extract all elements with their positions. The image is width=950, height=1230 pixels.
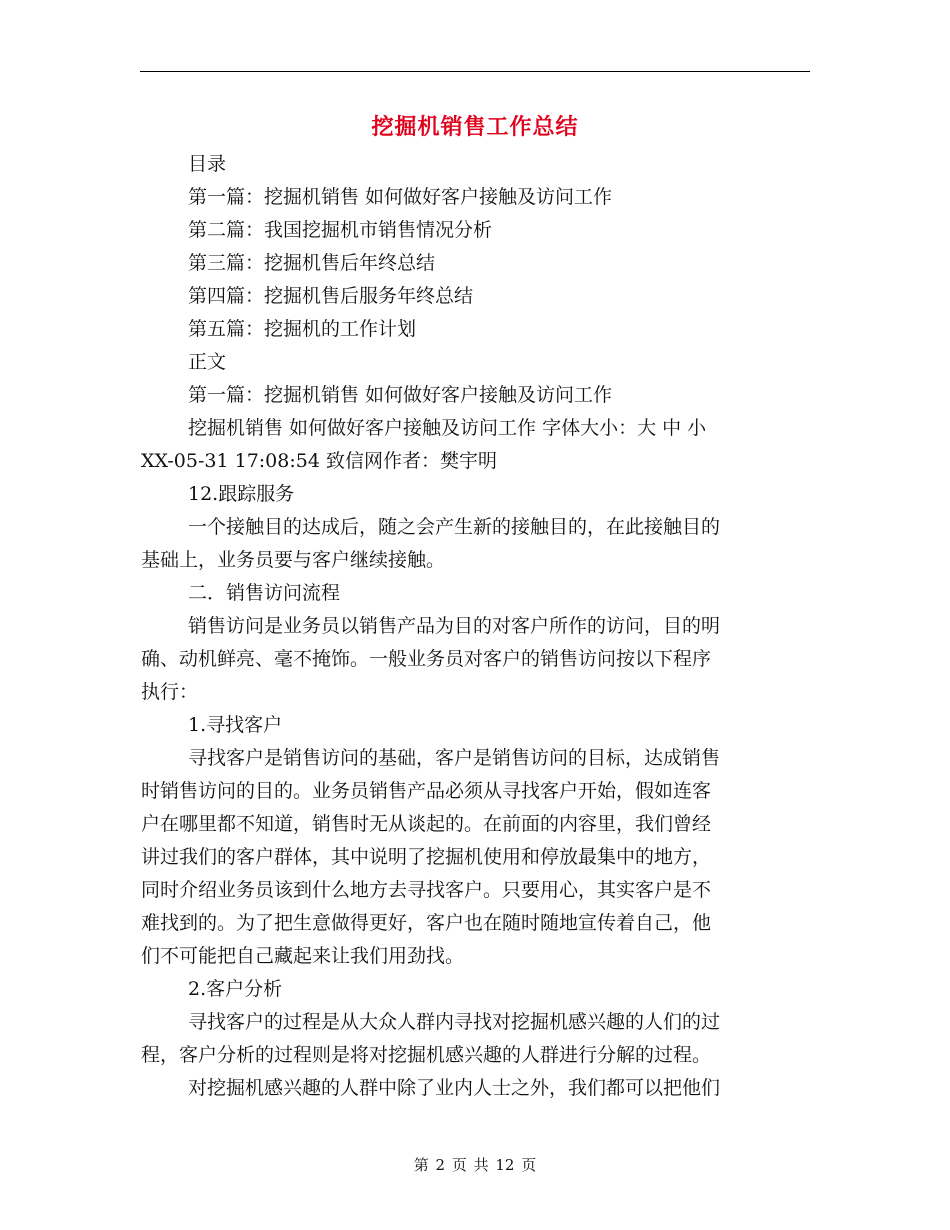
text-line: 第二篇：我国挖掘机市销售情况分析 <box>188 219 493 241</box>
text-line: XX-05-31 17:08:54 致信网作者：樊宇明 <box>141 450 497 472</box>
text-line: 寻找客户的过程是从大众人群内寻找对挖掘机感兴趣的人们的过 <box>188 1011 721 1033</box>
text-line: 第四篇：挖掘机售后服务年终总结 <box>188 285 474 307</box>
text-line: 一个接触目的达成后，随之会产生新的接触目的，在此接触目的 <box>188 516 721 538</box>
text-line: 目录 <box>188 153 227 175</box>
text-line: 执行： <box>141 681 199 703</box>
text-line: 难找到的。为了把生意做得更好，客户也在随时随地宣传着自己，他 <box>141 912 712 934</box>
text-line: 2.客户分析 <box>188 978 283 1000</box>
text-line: 们不可能把自己藏起来让我们用劲找。 <box>141 945 465 967</box>
page-footer: 第 2 页 共 12 页 <box>413 1156 537 1174</box>
text-line: 确、动机鲜亮、毫不掩饰。一般业务员对客户的销售访问按以下程序 <box>141 648 712 670</box>
text-line: 二．销售访问流程 <box>188 582 341 604</box>
text-line: 同时介绍业务员该到什么地方去寻找客户。只要用心，其实客户是不 <box>141 879 712 901</box>
text-line: 第一篇：挖掘机销售 如何做好客户接触及访问工作 <box>188 186 613 208</box>
text-line: 1.寻找客户 <box>188 714 283 736</box>
text-line: 第五篇：挖掘机的工作计划 <box>188 318 417 340</box>
text-line: 讲过我们的客户群体，其中说明了挖掘机使用和停放最集中的地方， <box>141 846 712 868</box>
text-line: 时销售访问的目的。业务员销售产品必须从寻找客户开始，假如连客 <box>141 780 712 802</box>
text-line: 第一篇：挖掘机销售 如何做好客户接触及访问工作 <box>188 384 613 406</box>
text-line: 正文 <box>188 351 227 373</box>
text-line: 基础上，业务员要与客户继续接触。 <box>141 549 446 571</box>
text-line: 12.跟踪服务 <box>188 483 295 505</box>
document-body <box>141 148 797 1105</box>
text-line: 第三篇：挖掘机售后年终总结 <box>188 252 436 274</box>
text-line: 程，客户分析的过程则是将对挖掘机感兴趣的人群进行分解的过程。 <box>141 1044 712 1066</box>
header-rule <box>140 71 810 72</box>
text-line: 户在哪里都不知道，销售时无从谈起的。在前面的内容里，我们曾经 <box>141 813 712 835</box>
text-line: 对挖掘机感兴趣的人群中除了业内人士之外，我们都可以把他们 <box>188 1077 721 1099</box>
text-line: 挖掘机销售 如何做好客户接触及访问工作 字体大小：大 中 小 <box>188 417 707 439</box>
document-title: 挖掘机销售工作总结 <box>371 114 579 140</box>
text-line: 销售访问是业务员以销售产品为目的对客户所作的访问，目的明 <box>188 615 721 637</box>
text-line: 寻找客户是销售访问的基础，客户是销售访问的目标，达成销售 <box>188 747 721 769</box>
